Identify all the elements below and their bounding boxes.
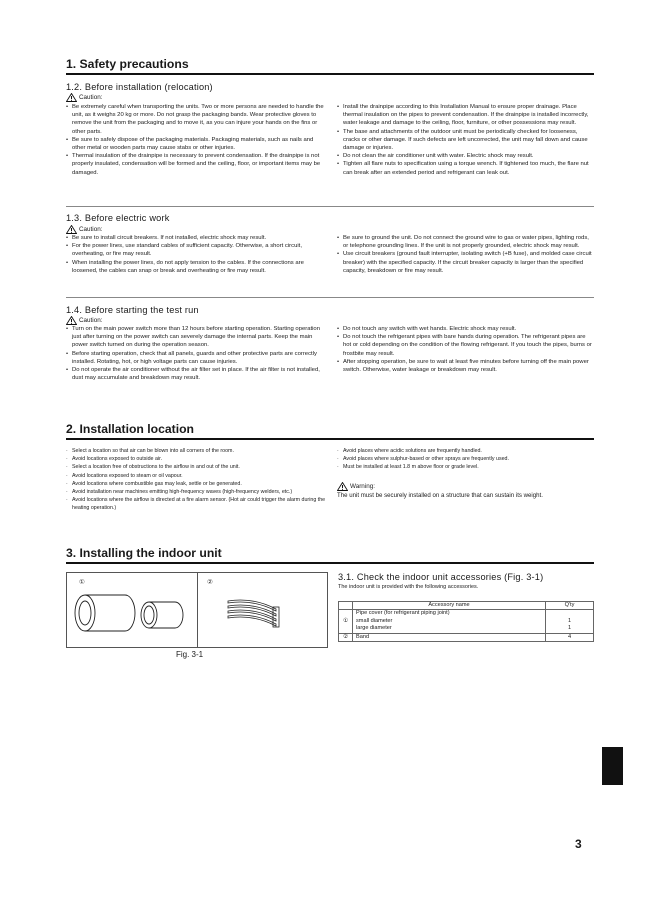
table-header-qty: Q'ty — [546, 602, 594, 610]
heading-before-test-run: 1.4. Before starting the test run — [66, 305, 199, 315]
row-number: ② — [339, 633, 353, 641]
warning-triangle-icon — [66, 93, 77, 102]
list-before-electric-left — [66, 234, 324, 275]
list-item: · Avoid locations where the airflow is directed at a fire alarm sensor. (Hot air could trigger the alarm during the heating operation.) — [66, 496, 328, 512]
list-item: • Turn on the main power switch more than 12 hours before starting operation. Starting operation just after turning on the power switch can severely damage the internal parts. Keep the main power switch turned on during the operation season. — [66, 325, 324, 350]
list-item: • Be extremely careful when transporting the units. Two or more persons are needed to handle the unit, as it weighs 20 kg or more. Do not grasp the packaging bands. Wear protective gloves to remove the unit from the packaging and to move it, as you can injure your hands on the fins or other parts. — [66, 103, 324, 136]
list-item: · Avoid locations exposed to outside air. — [66, 455, 328, 463]
list-item: • Do not operate the air conditioner without the air filter set in place. If the air filter is not installed, dust may accumulate and breakdown may result. — [66, 366, 324, 382]
list-item: • Tighten all flare nuts to specification using a torque wrench. If tightened too much, the flare nut can break after an extended period and refrigerant can leak out. — [337, 160, 594, 176]
accessory-name: small diameter — [356, 617, 393, 624]
divider — [66, 206, 594, 207]
warning-triangle-icon — [337, 482, 348, 491]
list-item: · Avoid locations where combustible gas may leak, settle or be generated. — [66, 480, 328, 488]
list-item: · Must be installed at least 1.8 m above floor or grade level. — [337, 463, 594, 471]
section-title-installation-location: 2. Installation location — [66, 422, 194, 436]
pipe-cover-illustration — [67, 573, 197, 647]
heading-before-electric-work: 1.3. Before electric work — [66, 213, 170, 223]
list-before-installation-right — [337, 103, 594, 177]
section-tab-marker — [602, 747, 623, 785]
table-header-accessory: Accessory name — [353, 602, 546, 610]
list-item: • Be sure to ground the unit. Do not connect the ground wire to gas or water pipes, lighting rods, or telephone grounding lines. If the unit is not properly grounded, electric shock may result. — [337, 234, 594, 250]
table-header-row — [339, 602, 594, 610]
list-item: · Avoid locations exposed to steam or oil vapour. — [66, 472, 328, 480]
list-item: • Be sure to install circuit breakers. If not installed, electric shock may result. — [66, 234, 324, 242]
list-location-right — [337, 447, 594, 472]
accessory-name: Band — [353, 633, 546, 641]
list-location-left — [66, 447, 328, 513]
list-item: • Before starting operation, check that all panels, guards and other protective parts are correctly installed. Rotating, hot, or high voltage parts can cause injuries. — [66, 350, 324, 366]
band-illustration — [198, 573, 327, 647]
accessory-name: Pipe cover (for refrigerant piping joint) — [356, 610, 450, 617]
caution-label: Caution: — [66, 93, 102, 102]
divider — [66, 297, 594, 298]
list-item: • The base and attachments of the outdoor unit must be periodically checked for looseness, cracks or other damage. If such defects are left uncorrected, the unit may fall down and cause damage or injuries. — [337, 128, 594, 153]
list-item: · Avoid places where acidic solutions are frequently handled. — [337, 447, 594, 455]
warning-triangle-icon — [66, 316, 77, 325]
section-title-installing-indoor-unit: 3. Installing the indoor unit — [66, 546, 222, 560]
list-item: • When installing the power lines, do not apply tension to the cables. If the connections are loosened, the cables can snap or break and overheating or fire may result. — [66, 259, 324, 275]
list-item: • Be sure to safely dispose of the packaging materials. Packaging materials, such as nails and other metal or wooden parts may cause stabs or other injuries. — [66, 136, 324, 152]
accessories-table — [338, 601, 594, 642]
list-test-run-left — [66, 325, 324, 382]
list-before-installation-left — [66, 103, 324, 177]
list-item: · Select a location free of obstructions to the airflow in and out of the unit. — [66, 463, 328, 471]
warning-triangle-icon — [66, 225, 77, 234]
list-item: • Install the drainpipe according to this Installation Manual to ensure proper drainage. Place thermal insulation on the pipes to prevent condensation. If the drainpipe is installed incorrectly, water leakage and damage to the ceiling, floor, furniture, or other possessions may result. — [337, 103, 594, 128]
figure-label-2: ② — [207, 579, 213, 586]
list-item: • For the power lines, use standard cables of sufficient capacity. Otherwise, a short circuit, overheating, or fire may result. — [66, 242, 324, 258]
table-row — [339, 633, 594, 641]
table-row — [339, 610, 594, 633]
list-test-run-right — [337, 325, 594, 374]
section-rule — [66, 562, 594, 564]
warning-text: The unit must be securely installed on a structure that can sustain its weight. — [337, 492, 543, 499]
accessories-intro: The indoor unit is provided with the following accessories. — [338, 584, 479, 590]
list-item: • Thermal insulation of the drainpipe is necessary to prevent condensation. If the drainpipe is not properly insulated, condensation will be formed and the ceiling, floor, or important items may be damaged. — [66, 152, 324, 177]
accessory-qty: 4 — [546, 633, 594, 641]
heading-check-accessories: 3.1. Check the indoor unit accessories (Fig. 3-1) — [338, 572, 544, 582]
page-number: 3 — [575, 837, 582, 851]
figure-label-1: ① — [79, 579, 85, 586]
list-item: • Do not touch the refrigerant pipes with bare hands during operation. The refrigerant pipes are hot or cold depending on the condition of the flowing refrigerant. If you touch the pipes, burns or frostbite may result. — [337, 333, 594, 358]
list-item: · Select a location so that air can be blown into all corners of the room. — [66, 447, 328, 455]
list-item: • After stopping operation, be sure to wait at least five minutes before turning off the main power switch. Otherwise, water leakage or breakdown may result. — [337, 358, 594, 374]
accessory-name: large diameter — [356, 625, 392, 632]
list-item: · Avoid places where sulphur-based or other sprays are frequently used. — [337, 455, 594, 463]
row-number: ① — [339, 610, 353, 633]
section-title-safety: 1. Safety precautions — [66, 57, 189, 71]
accessory-qty: 1 — [567, 617, 572, 624]
section-rule — [66, 438, 594, 440]
section-rule — [66, 73, 594, 75]
figure-caption: Fig. 3-1 — [176, 650, 204, 659]
heading-before-installation: 1.2. Before installation (relocation) — [66, 82, 213, 92]
caution-label: Caution: — [66, 225, 102, 234]
list-item: • Do not clean the air conditioner unit with water. Electric shock may result. — [337, 152, 594, 160]
list-item: • Use circuit breakers (ground fault interrupter, isolating switch (+B fuse), and molded case circuit breaker) with the specified capacity. If the circuit breaker capacity is larger than the specified capacity, breakdown or fire may result. — [337, 250, 594, 275]
accessory-qty: 1 — [567, 625, 572, 632]
caution-label: Caution: — [66, 316, 102, 325]
figure-3-1 — [66, 572, 328, 648]
list-before-electric-right — [337, 234, 594, 275]
list-item: · Avoid installation near machines emitting high-frequency waves (high-frequency welders, etc.) — [66, 488, 328, 496]
warning-label: Warning: — [337, 482, 375, 491]
list-item: • Do not touch any switch with wet hands. Electric shock may result. — [337, 325, 594, 333]
